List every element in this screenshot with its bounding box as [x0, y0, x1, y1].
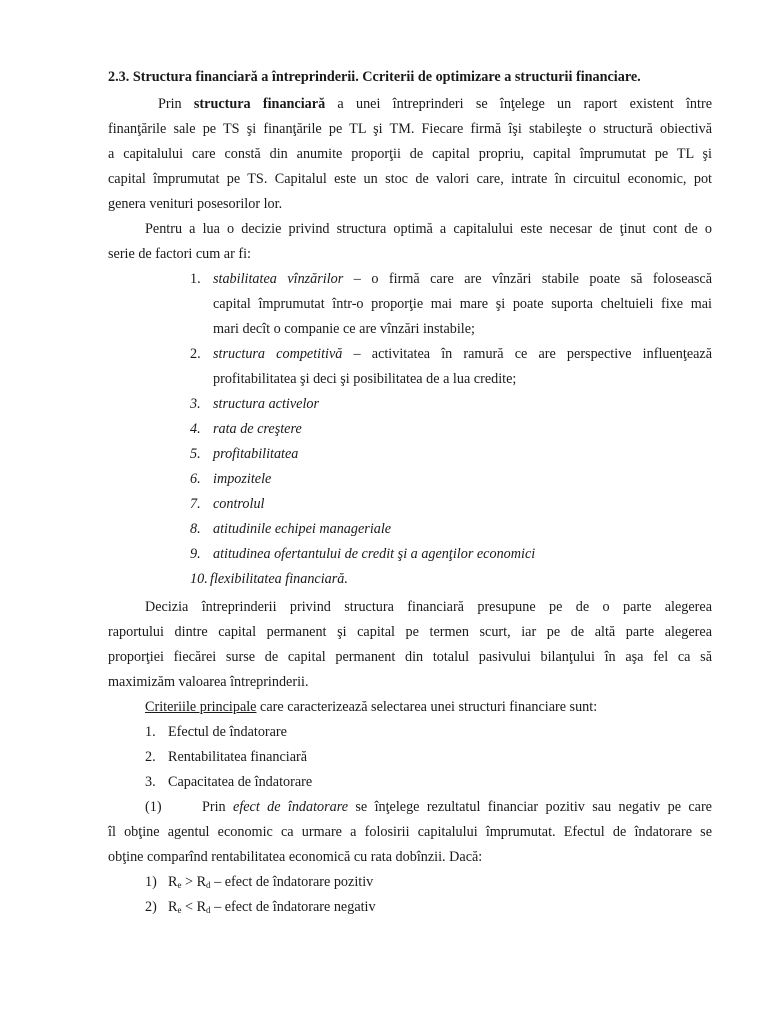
- factor-number: 3.: [190, 396, 201, 412]
- condition-item: $R_e > R_d$ – efect de îndatorare pozitiv: [168, 874, 374, 890]
- factor-item: structura competitivă – activitatea în ramură ce are perspective influenţează: [213, 346, 713, 362]
- criteria-label: Criteriile principale: [145, 699, 257, 715]
- para2-line1: Pentru a lua o decizie privind structura optimă a capitalului este necesar de ţinut cont de o: [145, 221, 712, 237]
- factor-number: 1.: [190, 271, 201, 287]
- criterion-item: Capacitatea de îndatorare: [168, 774, 313, 790]
- para3-line3: proporţiei fiecărei surse de capital permanent din totalul pasivului bilanţului în aşa fel ca să: [108, 649, 712, 665]
- para3-line4: maximizăm valoarea întreprinderii.: [108, 674, 309, 690]
- factor-number: 5.: [190, 446, 201, 462]
- criterion-item: Efectul de îndatorare: [168, 724, 287, 740]
- para1-line4: capital împrumutat pe TS. Capitalul este un stoc de valori care, intrate în circuitul economic, pot: [108, 171, 712, 187]
- factor-item: impozitele: [213, 471, 272, 487]
- para4-line1: Prin efect de îndatorare se înţelege rezultatul financiar pozitiv sau negativ pe care: [202, 799, 712, 815]
- para1-line5: genera venituri posesorilor lor.: [108, 196, 283, 212]
- factor-item: structura activelor: [213, 396, 319, 412]
- para4-line3: obţine comparînd rentabilitatea economică cu rata dobînzii. Dacă:: [108, 849, 483, 865]
- factor-item-cont: profitabilitatea şi deci şi posibilitatea de a lua credite;: [213, 371, 517, 387]
- criterion-number: 2.: [145, 749, 156, 765]
- section-heading: 2.3. Structura financiară a întreprinderii. Ccriterii de optimizare a structurii financiare.: [108, 69, 641, 85]
- factor-item-cont: capital împrumutat într-o proporţie mai mare şi poate suporta cheltuieli fixe mai: [213, 296, 712, 312]
- condition-number: 2): [145, 899, 157, 915]
- factor-item: profitabilitatea: [213, 446, 299, 462]
- factor-number: 4.: [190, 421, 201, 437]
- criterion-number: 1.: [145, 724, 156, 740]
- para1-line1: Prin structura financiară a unei întreprinderi se înţelege un raport existent între: [158, 96, 712, 112]
- factor-item: stabilitatea vînzărilor – o firmă care are vînzări stabile poate să folosească: [213, 271, 712, 287]
- factor-number: 8.: [190, 521, 201, 537]
- factor-number: 9.: [190, 546, 201, 562]
- factor-number: 7.: [190, 496, 201, 512]
- para1-line2: finanţările sale pe TS şi finanţările pe TL şi TM. Fiecare firmă îşi stabileşte o structură obiectivă: [108, 121, 712, 137]
- factor-number: 10.: [190, 571, 208, 587]
- criterion-item: Rentabilitatea financiară: [168, 749, 308, 765]
- factor-number: 2.: [190, 346, 201, 362]
- para2-line2: serie de factori cum ar fi:: [108, 246, 251, 262]
- term-efect-de-indatorare: efect de îndatorare: [233, 799, 349, 815]
- factor-item-cont: mari decît o companie ce are vînzări instabile;: [213, 321, 475, 337]
- para4-line2: îl obţine agentul economic ca urmare a folosirii capitalului împrumutat. Efectul de îndatorare se: [108, 824, 712, 840]
- para4-marker: (1): [145, 799, 162, 815]
- term-structura-financiara: structura financiară: [193, 96, 326, 112]
- para1-line3: a capitalului care constă din anumite proporţii de capital propriu, capital împrumutat pe TL şi: [108, 146, 712, 162]
- criteria-intro: Criteriile principale care caracterizează selectarea unei structuri financiare sunt:: [145, 699, 598, 715]
- factor-item: controlul: [213, 496, 265, 512]
- factor-item: rata de creştere: [213, 421, 302, 437]
- para3-line1: Decizia întreprinderii privind structura financiară presupune pe de o parte alegerea: [145, 599, 712, 615]
- factor-item: atitudinea ofertantului de credit şi a agenţilor economici: [213, 546, 536, 562]
- factor-item: atitudinile echipei manageriale: [213, 521, 392, 537]
- para3-line2: raportului dintre capital permanent şi capital pe termen scurt, iar pe de altă parte alegerea: [108, 624, 712, 640]
- condition-item: $R_e < R_d$ – efect de îndatorare negativ: [168, 899, 376, 915]
- condition-number: 1): [145, 874, 157, 890]
- criterion-number: 3.: [145, 774, 156, 790]
- factor-item: flexibilitatea financiară.: [210, 571, 348, 587]
- factor-number: 6.: [190, 471, 201, 487]
